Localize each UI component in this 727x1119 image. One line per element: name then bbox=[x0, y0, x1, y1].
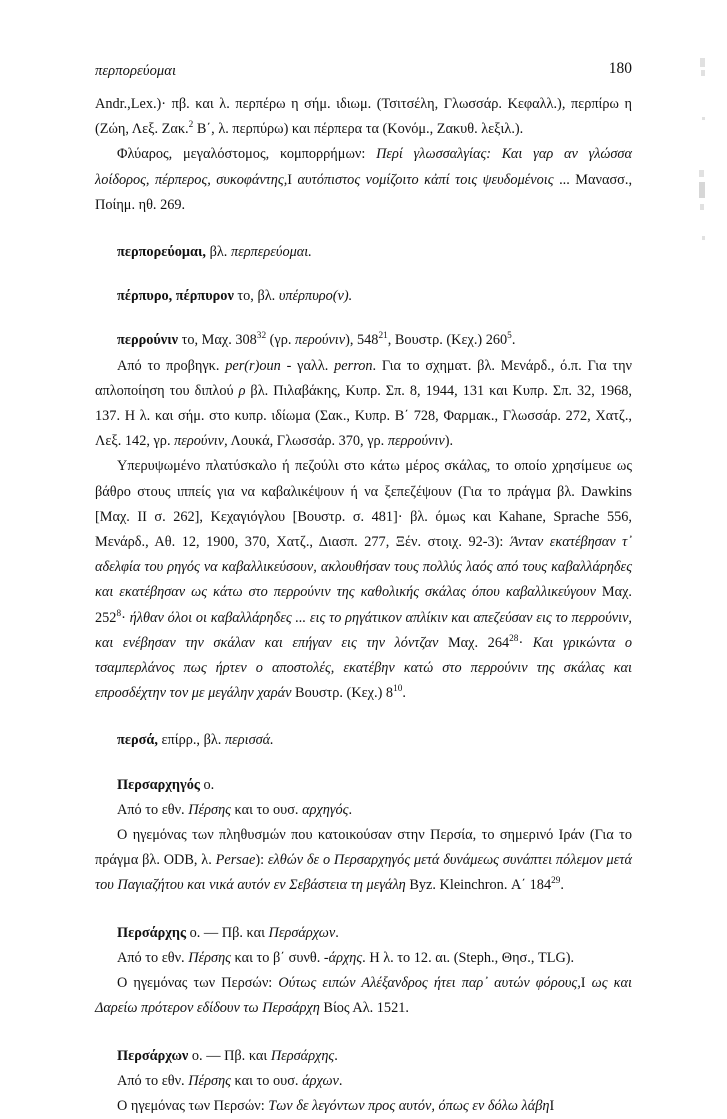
e7-etym-t1: Από το εθν. bbox=[117, 1072, 189, 1089]
e4-cross-reference: περισσά. bbox=[224, 732, 274, 749]
lemma-perrounin: περρούνιν bbox=[117, 332, 179, 349]
entry-persarchon bbox=[95, 1044, 632, 1069]
e7-etym-t2: και το ουσ. bbox=[230, 1072, 303, 1089]
e3-def-cite-1: Μαχ. 252 bbox=[95, 584, 632, 626]
e7-etym-source-1: Πέρσης bbox=[188, 1072, 231, 1089]
e3-etym-source-1: per(r)oun bbox=[225, 357, 281, 374]
e6-etym-t2: και το β΄ συνθ. bbox=[230, 949, 324, 966]
p1-text-a: Andr.,Lex.)· πβ. και λ. περπέρω η σήμ. ιδιωμ. (Τσιτσέλη, Γλωσσάρ. Κεφαλλ.), περπίρω η (Ζώη, Λεξ. Ζακ. bbox=[95, 96, 632, 138]
e3-def-superscript-3: 10 bbox=[393, 684, 403, 695]
e5-def-cite-1: Byz. Kleinchron. Α΄ 184 bbox=[405, 877, 552, 894]
scan-artifact bbox=[701, 70, 705, 76]
e3-etym-t5: , Λουκά, Γλωσσάρ. 370, γρ. bbox=[224, 433, 388, 450]
e3-etym-t6: ). bbox=[444, 433, 454, 450]
e6-etym-source-1: Πέρσης bbox=[188, 949, 231, 966]
paragraph-continuation bbox=[95, 92, 632, 142]
entry-persa bbox=[95, 728, 632, 753]
scan-artifact bbox=[700, 204, 704, 210]
e1-ref-label: βλ. bbox=[206, 244, 231, 261]
lemma-perpyro: πέρπυρο, πέρπυρον bbox=[117, 288, 234, 305]
entry-persarchigos bbox=[95, 773, 632, 798]
e6-etym-t3: . Η λ. το 12. αι. (Steph., Θησ., TLG). bbox=[362, 949, 575, 966]
e6-def-quote-2: ως και Δαρείω πρότερον εδίδουν τω Περσάρχη bbox=[95, 975, 632, 1017]
entry-perpyro bbox=[95, 284, 632, 309]
p2-quote-2: αυτόπιστος νομίζοιτο κἀπί τοις ψευδομένοις bbox=[297, 171, 554, 188]
e3-def-cite-3-end: . bbox=[402, 685, 406, 702]
p2-ellipsis: ... bbox=[559, 171, 570, 188]
scan-artifact bbox=[700, 58, 705, 67]
lemma-perporevomai: περπορεύομαι, bbox=[117, 244, 206, 261]
lemma-persa: περσά, bbox=[117, 732, 158, 749]
e3-seg-1: το, Μαχ. 308 bbox=[178, 332, 257, 349]
e5-etym-t1: Από το εθν. bbox=[117, 801, 189, 818]
e5-def-quote-1: ελθών δε ο Περσαρχηγός μετά δυνάμεως συνάπτει πόλεμον μετά του Παγιαζήτου και νικά αυτόν εν Σεβάστεια τη μεγάλη bbox=[95, 852, 632, 894]
e3-def-gloss: Υπερυψωμένο πλατύσκαλο ή πεζούλι στο κάτω μέρος σκάλας, το οποίο χρησίμευε ως βάθρο στους ιππείς για να καβαλικέψουν ή να ξεπεζέψουν (Για το πράγμα βλ. Dawkins [Μαχ. ΙΙ σ. 262], Κεχαγιόγλου [Βουστρ. σ. 481]· βλ. όμως και Kahane, Sprache 556, Μενάρδ., Αθ. 12, 1900, 370, Χατζ., Διασπ. 277, Ξέν. στοιχ. 92-3): bbox=[95, 458, 632, 551]
e6-period: . bbox=[335, 924, 339, 941]
e7-etym-t3: . bbox=[338, 1072, 343, 1089]
definition-perrounin bbox=[95, 454, 632, 706]
definition-persarchon bbox=[95, 1094, 632, 1119]
etymology-persarchon bbox=[95, 1069, 632, 1094]
e3-etym-source-2: perron bbox=[334, 357, 373, 374]
e6-def-gloss: Ο ηγεμόνας των Περσών: bbox=[117, 975, 279, 992]
lemma-persarchigos: Περσαρχηγός bbox=[117, 776, 200, 793]
e6-etym-t1: Από το εθν. bbox=[117, 949, 189, 966]
e7-period: . bbox=[334, 1047, 338, 1064]
scan-artifact bbox=[702, 117, 705, 120]
e3-def-cite-2-end: · bbox=[518, 634, 533, 651]
p1-superscript: 2 bbox=[188, 120, 194, 131]
e6-def-quote-1: Ούτως ειπών Αλέξανδρος ήτει παρ᾽ αυτών φόρους, bbox=[278, 975, 581, 992]
definition-persarchis bbox=[95, 971, 632, 1021]
e3-etym-variant-2: περρούνιν bbox=[387, 433, 445, 450]
e3-def-cite-1-end: · bbox=[121, 609, 130, 626]
e6-def-cite-1: Βίος Αλ. 1521. bbox=[319, 1000, 409, 1017]
e5-etym-t2: και το ουσ. bbox=[230, 801, 303, 818]
e7-cross-reference: Περσάρχης bbox=[270, 1047, 335, 1064]
e6-etym-suffix: -άρχης bbox=[323, 949, 363, 966]
scan-artifact bbox=[699, 170, 704, 177]
e5-def-superscript-1: 29 bbox=[551, 876, 561, 887]
e6-def-line-bar: Ι bbox=[580, 975, 586, 992]
e3-seg-2: (γρ. bbox=[266, 332, 296, 349]
e3-etym-variant-1: περούνιν bbox=[174, 433, 225, 450]
lemma-persarchis: Περσάρχης bbox=[117, 924, 187, 941]
e7-def-quote-1: Των δε λεγόντων προς αυτόν, όπως εν δόλω λάβη bbox=[268, 1097, 550, 1114]
e5-etym-t3: . bbox=[348, 801, 353, 818]
e3-etym-t4: βλ. Πιλαβάκης, Κυπρ. Σπ. 8, 1944, 131 και Κυπρ. Σπ. 32, 1968, 137. Η λ. και σήμ. στο κυπρ. ιδίωμα (Σακ., Κυπρ. Β΄ 728, Φαρμακ., Γλωσσάρ. 272, Χατζ., Λεξ. 142, γρ. bbox=[95, 382, 632, 450]
etymology-persarchigos bbox=[95, 798, 632, 823]
scan-artifact bbox=[699, 182, 705, 198]
entry-persarchis bbox=[95, 921, 632, 946]
e3-seg-4: , Βουστρ. (Κεχ.) 260 bbox=[387, 332, 508, 349]
e6-cross-reference: Περσάρχων bbox=[268, 924, 336, 941]
entry-perrounin bbox=[95, 328, 632, 353]
e3-etym-t3: . Για το σχηματ. βλ. Μενάρδ., ό.π. Για την απλοποίηση του διπλού bbox=[95, 357, 633, 399]
e3-seg-3: ), 548 bbox=[345, 332, 379, 349]
e3-superscript-3: 5 bbox=[507, 331, 512, 342]
p2-citation: Μανασσ., Ποίημ. ηθ. 269. bbox=[95, 171, 633, 213]
e5-def-gloss: Ο ηγεμόνας των πληθυσμών που κατοικούσαν στην Περσία, το σημερινό Ιράν (Για το πράγμα βλ. ODB, λ. bbox=[95, 827, 632, 869]
e7-gender-label: ο. — Πβ. και bbox=[188, 1047, 271, 1064]
e3-etym-t1: Από το προβηγκ. bbox=[117, 357, 226, 374]
etymology-persarchis bbox=[95, 946, 632, 971]
e3-superscript-1: 32 bbox=[256, 331, 267, 342]
e7-etym-source-2: άρχων bbox=[302, 1072, 339, 1089]
p1-text-b: Β΄, λ. περπύρω) και πέρπερα τα (Κονόμ., Ζακυθ. λεξιλ.). bbox=[193, 121, 524, 138]
e2-cross-reference: υπέρπυρο(ν). bbox=[278, 288, 353, 305]
e4-grammar-label: επίρρ., βλ. bbox=[157, 732, 225, 749]
e3-def-quote-1: Άνταν εκατέβησαν τ᾽ αδελφία του ρηγός να καβαλλικεύσουν, ακλουθήσαν τους πολλύς λαός από τους καβαλλάρηδες και εκατέβησαν ως κάτω στο περρούνιν της καθολικής σκάλας όπου καβαλλικεύγουν bbox=[95, 534, 632, 601]
e3-superscript-2: 21 bbox=[378, 331, 388, 342]
page-content bbox=[95, 62, 632, 1119]
e5-gender-label: ο. bbox=[199, 776, 215, 793]
e3-def-cite-2: Μαχ. 264 bbox=[438, 634, 510, 651]
e3-etym-t2: - γαλλ. bbox=[280, 357, 335, 374]
e7-def-line-bar: Ι bbox=[549, 1097, 555, 1114]
e3-def-quote-3: Και γρικώντα ο τσαμπερλάνος πως ήρτεν ο αποστολές, εκατέβην κατώ στο περρούνιν της σκάλας και επροσδέχτην τον με μεγάλην χαράν bbox=[95, 634, 633, 702]
e5-def-latin-lemma: Persae bbox=[215, 852, 256, 869]
e5-etym-source-1: Πέρσης bbox=[188, 801, 231, 818]
e3-def-superscript-1: 8 bbox=[116, 608, 122, 619]
scan-artifact bbox=[702, 236, 705, 240]
e5-def-t2: ): bbox=[255, 852, 268, 869]
e3-variant-1: περούνιν bbox=[295, 332, 346, 349]
e5-etym-source-2: αρχηγός bbox=[302, 801, 349, 818]
p2-quote: Περί γλωσσαλγίας: Και γαρ αν γλώσσα λοίδορος, πέρπερος, συκοφάντης, bbox=[95, 146, 632, 188]
p2-lead: Φλύαρος, μεγαλόστομος, κομπορρήμων: bbox=[117, 146, 366, 163]
paragraph-definition-perperos bbox=[95, 142, 632, 218]
p2-line-bar: Ι bbox=[287, 171, 293, 188]
running-head bbox=[95, 62, 632, 92]
etymology-perrounin bbox=[95, 354, 632, 455]
lemma-persarchon: Περσάρχων bbox=[117, 1047, 189, 1064]
e2-ref-label: το, βλ. bbox=[233, 288, 279, 305]
running-head-word: περπορεύομαι bbox=[95, 63, 177, 79]
e3-def-quote-2: ήλθαν όλοι οι καβαλλάρηδες ... εις το ρηγάτικον απλίκιν και απεζεύσαν εις το περρούνιν, και ενέβησαν την σκάλαν και επήγαν εις την λόντζαν bbox=[95, 609, 632, 651]
e7-def-gloss: Ο ηγεμόνας των Περσών: bbox=[117, 1097, 269, 1114]
definition-persarchigos bbox=[95, 823, 632, 899]
e3-def-cite-3: Βουστρ. (Κεχ.) 8 bbox=[291, 685, 394, 702]
e1-cross-reference: περπερεύομαι. bbox=[230, 244, 312, 261]
e3-def-superscript-2: 28 bbox=[509, 634, 519, 645]
entry-perporevomai bbox=[95, 240, 632, 265]
e3-etym-letter: ρ bbox=[238, 382, 246, 399]
page-number: 180 bbox=[608, 60, 632, 77]
e5-def-cite-1-end: . bbox=[560, 877, 564, 894]
e3-seg-5: . bbox=[511, 332, 516, 349]
e6-gender-label: ο. — Πβ. και bbox=[186, 924, 269, 941]
